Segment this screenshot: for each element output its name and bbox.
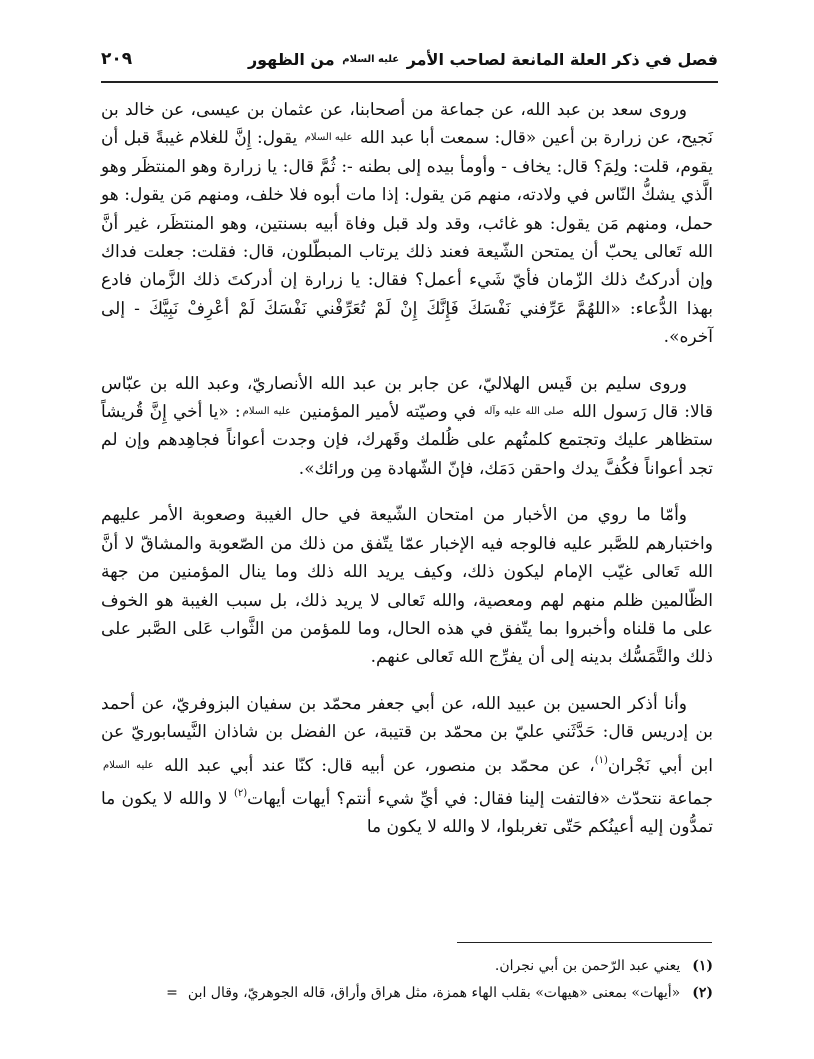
running-title-text: فصل في ذكر العلة المانعة لصاحب الأمر (406, 49, 718, 69)
paragraph (101, 370, 713, 484)
header-rule (101, 81, 718, 83)
paragraph-text: وأمّا ما روي من الأخبار من امتحان الشّيعة في حال الغيبة وصعوبة الأمر عليهم واختبارهم للصَّبر عليه فالوجه فيه الإخبار عمّا يتّفق من ذلك من الصّعوبة والمشاقّ لا أنَّ الله تَعالى غيّب الإمام ليكون ذلك، وكيف يريد الله ذلك وما ينال المؤمنين من جهة الظّالمين ظلم منهم لهم ومعصية، والله تَعالى لا يريد ذلك، بل سبب الغيبة هو الخوف على ما قلناه وأخبروا بما يتّفق في هذه الحال، وما للمؤمن من الثَّواب عَلى الصَّبر على ذلك والتَّمَسُّك بدينه إلى أن يفرِّج الله تَعالى عنهم. (101, 505, 713, 668)
paragraph-text: وروى سعد بن عبد الله، عن جماعة من أصحابنا، عن عثمان بن عيسى، عن خالد بن نَجيح، عن زرارة بن أعين «قال: سمعت أبا عبد الله (101, 100, 714, 149)
paragraph (101, 690, 713, 842)
footnote-reference[interactable]: (١) (594, 754, 608, 766)
paragraph-text: : «يا أخي إِنَّ قُريشاً ستظاهر عليك وتجتمع كلمتُهم على ظُلمك وقَهرك، فإن وجدت أعواناً فجاهِدهم وإن لم تجد أعواناً فكُفَّ يدك واحقن دَمَك، فإنّ الشّهادة مِن ورائك». (101, 402, 713, 479)
paragraph-text: يقول: إِنَّ للغلام غيبةً قبل أن يقوم، قلت: ولِمَ؟ قال: يخاف - وأومأ بيده إلى بطنه -: ثُمَّ قال: يا زرارة وهو المنتظَر وهو الَّذي يشكُّ النّاس في ولادته، منهم مَن يقول: إذا مات أبوه فلا خلف، ومنهم مَن يقول: هو حمل، ومنهم مَن يقول: هو غائب، وقد ولد قبل وفاة أبيه بسنتين، وهو المنتظَر، غير أنَّ الله تَعالى يحبّ أن يمتحن الشّيعة فعند ذلك يرتاب المبطّلون، قال: فقلت: جعلت فداك وإن أدركتُ ذلك الزّمان فأيّ شَيء أعمل؟ فقال: يا زرارة إن أدركتَ ذلك الزَّمان فادع بهذا الدُّعاء: «اللهُمَّ عَرِّفني نَفْسَكَ فَإِنَّكَ إِنْ لَمْ تُعَرِّفْني نَفْسَكَ لَمْ أعْرِفْ نَبِيَّكَ - إلى آخره». (101, 128, 713, 348)
honorific-ligature-icon: صلى الله عليه وآله (484, 406, 564, 418)
footnote-text: «أيهات» بمعنى «هيهات» بقلب الهاء همزة، مثل هراق وأراق، قاله الجوهريّ، وقال ابن (187, 985, 681, 1001)
body-text (101, 96, 713, 842)
paragraph-text: ، عن محمّد بن منصور، عن أبيه قال: كنّا عند أبي عبد الله (155, 755, 595, 776)
footnote-number: (١) (692, 958, 713, 974)
running-title-text-end: من الظهور (247, 49, 335, 69)
footnote (101, 953, 713, 980)
paragraph (101, 501, 713, 671)
paragraph (101, 96, 713, 352)
paragraph-text: في وصيّته لأمير المؤمنين (293, 402, 483, 423)
footnote-number: (٢) (692, 985, 713, 1001)
page-header (101, 44, 718, 74)
paragraph-text: وأنا أذكر الحسين بن عبيد الله، عن أبي جعفر محمّد بن سفيان البزوفريّ، عن أحمد بن إدريس قال: حَدَّثَني عليّ بن محمّد بن قتيبة، عن الفضل بن شاذان النَّيسابوريّ عن ابن أبي نَجْران (101, 693, 713, 776)
honorific-ligature-icon: عليه السلام (103, 759, 154, 771)
footnote-text: يعني عبد الرّحمن بن أبي نجران. (494, 958, 681, 974)
paragraph-text: جماعة نتحدّث «فالتفت إلينا فقال: في أيِّ شيء أنتم؟ أيهات أيهات (247, 788, 713, 809)
continuation-mark: = (166, 985, 178, 1001)
page-number: ٢٠٩ (101, 49, 133, 69)
footnote-reference[interactable]: (٢) (233, 787, 248, 799)
running-title (248, 50, 718, 69)
paragraph-text: وروى سليم بن قَيس الهلاليّ، عن جابر بن عبد الله الأنصاريّ، وعبد الله بن عبّاس قالا: قال رَسول الله (101, 373, 713, 423)
footnote (101, 980, 713, 1007)
footnote-separator (457, 942, 712, 943)
footnotes (101, 953, 713, 1007)
honorific-ligature-icon: عليه السلام (242, 406, 292, 418)
honorific-ligature-icon: عليه السلام (304, 132, 353, 144)
honorific-ligature-icon: عليه السلام (342, 53, 400, 65)
paragraph-text: لا والله لا يكون ما تمدُّون إليه أعينُكم حَتّى تغربلوا، لا والله لا يكون ما (101, 788, 713, 838)
